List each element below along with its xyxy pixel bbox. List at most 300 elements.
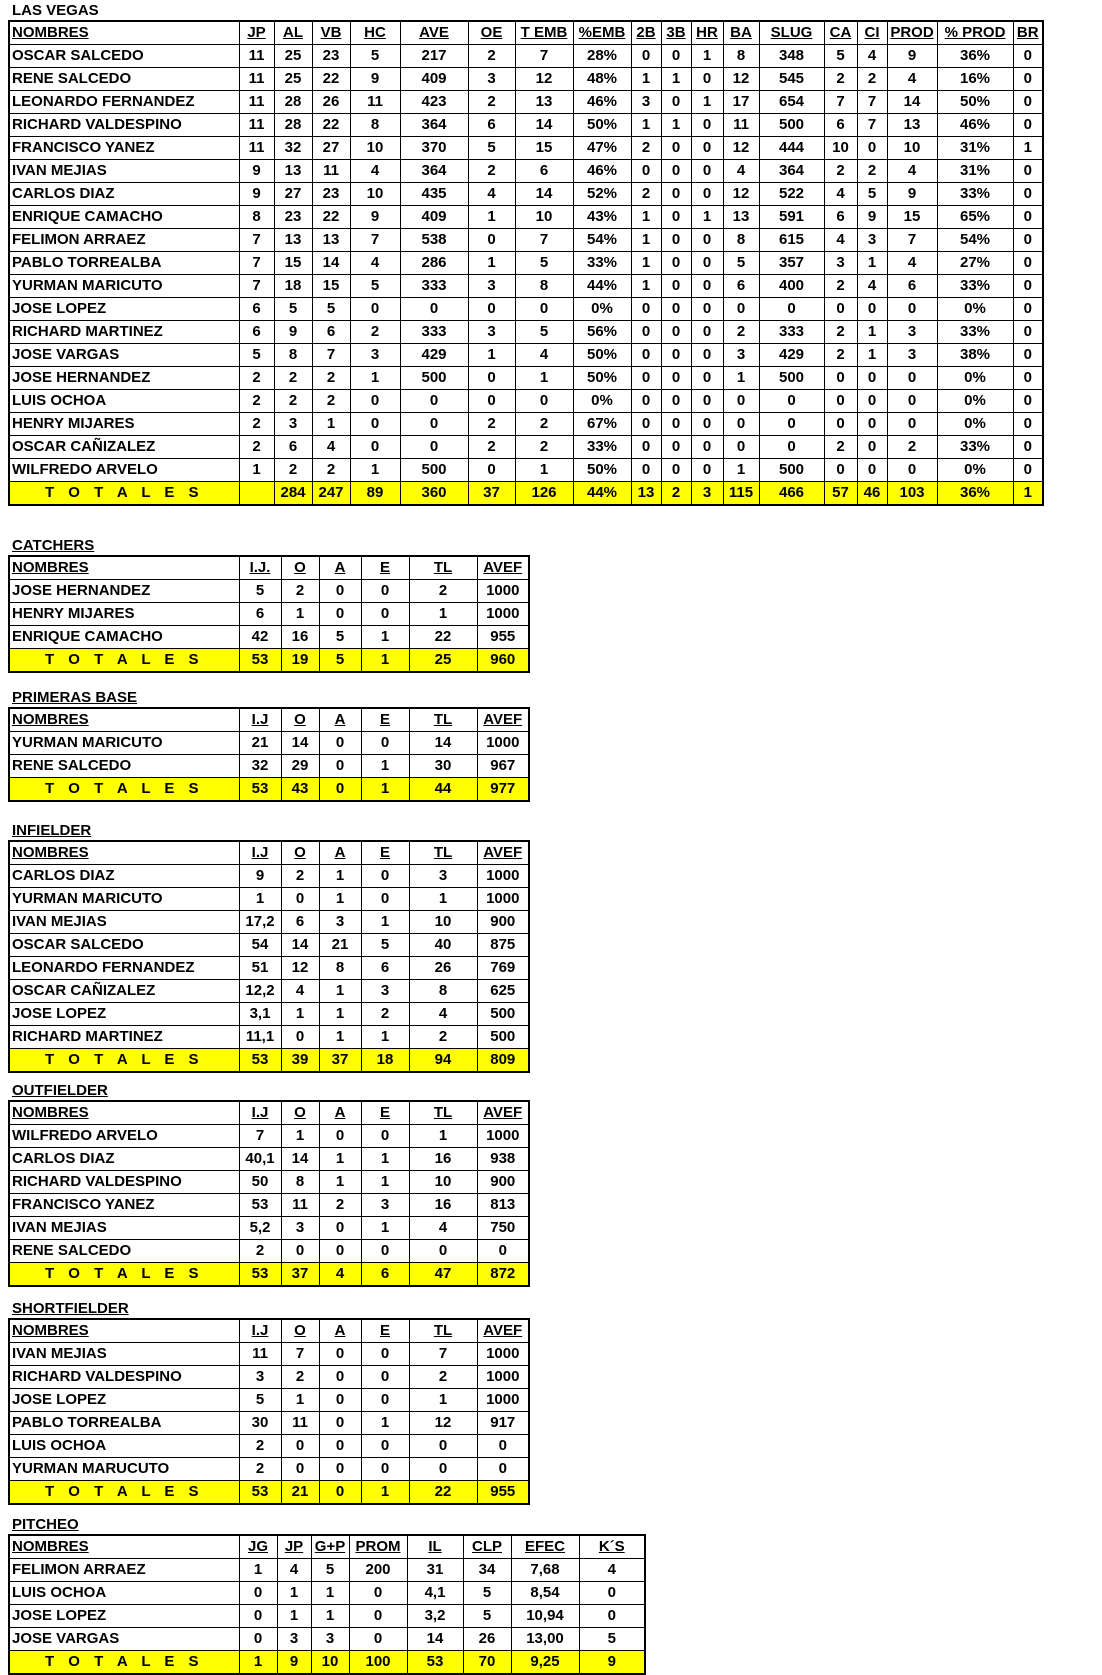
table-row — [9, 1366, 529, 1389]
name-cell: IVAN MEJIAS — [9, 1217, 239, 1240]
stat-cell: 357 — [759, 252, 824, 275]
stat-cell: 2 — [631, 183, 661, 206]
stat-cell: HC — [350, 21, 400, 45]
stat-cell: 4 — [312, 436, 350, 459]
stat-cell: 15 — [274, 252, 312, 275]
stat-cell: 2 — [661, 482, 691, 506]
stat-cell: 3 — [409, 865, 477, 888]
stat-cell: 2 — [274, 390, 312, 413]
stat-cell: 0 — [887, 390, 937, 413]
stat-cell: 0 — [691, 183, 723, 206]
stat-cell: 1 — [661, 68, 691, 91]
stat-cell: 0 — [631, 390, 661, 413]
name-cell: RICHARD VALDESPINO — [9, 114, 239, 137]
stat-cell: 0 — [661, 344, 691, 367]
stat-cell: E — [361, 1101, 409, 1125]
stat-cell: CI — [857, 21, 887, 45]
stat-cell: 2 — [312, 390, 350, 413]
stat-cell: 9,25 — [511, 1651, 579, 1675]
stat-cell: 3 — [239, 1366, 281, 1389]
stat-cell: 5 — [319, 626, 361, 649]
stat-cell: 9 — [857, 206, 887, 229]
shortfielder-table — [8, 1318, 530, 1505]
stat-cell: 0 — [361, 1435, 409, 1458]
stat-cell: 14 — [407, 1628, 463, 1651]
stat-cell: 100 — [349, 1651, 407, 1675]
stat-cell: 1 — [361, 1148, 409, 1171]
stat-cell: 0 — [887, 459, 937, 482]
name-cell: CARLOS DIAZ — [9, 1148, 239, 1171]
name-cell: T O T A L E S — [9, 778, 239, 802]
stat-cell: 11 — [239, 1343, 281, 1366]
stat-cell: 1 — [723, 367, 759, 390]
stat-cell: 46% — [573, 160, 631, 183]
catchers-table — [8, 555, 530, 673]
table-row — [9, 137, 1043, 160]
name-cell: FRANCISCO YANEZ — [9, 1194, 239, 1217]
stat-cell: 0 — [350, 436, 400, 459]
stat-cell: 18 — [274, 275, 312, 298]
stat-cell: 0% — [937, 390, 1013, 413]
stat-cell: 13 — [887, 114, 937, 137]
pitching-table — [8, 1534, 646, 1675]
stat-cell: TL — [409, 708, 477, 732]
stat-cell: 56% — [573, 321, 631, 344]
stat-cell: 0 — [361, 1343, 409, 1366]
stat-cell: 9 — [239, 160, 274, 183]
stat-cell: 28 — [274, 91, 312, 114]
name-cell: RENE SALCEDO — [9, 755, 239, 778]
stat-cell: 94 — [409, 1049, 477, 1073]
stat-cell: 0 — [409, 1458, 477, 1481]
stat-cell: 0 — [319, 1458, 361, 1481]
stat-cell: 14 — [515, 183, 573, 206]
stat-cell: BA — [723, 21, 759, 45]
stat-cell: 545 — [759, 68, 824, 91]
stat-cell: 47% — [573, 137, 631, 160]
name-cell: OSCAR CAÑIZALEZ — [9, 436, 239, 459]
table-row — [9, 1458, 529, 1481]
stat-cell: T EMB — [515, 21, 573, 45]
stat-cell: 0 — [319, 1435, 361, 1458]
stat-cell: 435 — [400, 183, 468, 206]
name-cell: CARLOS DIAZ — [9, 865, 239, 888]
name-cell: NOMBRES — [9, 841, 239, 865]
stat-cell: 5 — [350, 275, 400, 298]
stat-cell: 4 — [350, 252, 400, 275]
stat-cell: 14 — [887, 91, 937, 114]
stat-cell: 1 — [661, 114, 691, 137]
name-cell: YURMAN MARICUTO — [9, 275, 239, 298]
stat-cell: 0 — [1013, 367, 1043, 390]
stat-cell: 500 — [759, 367, 824, 390]
table-row — [9, 367, 1043, 390]
stat-cell: 50% — [573, 344, 631, 367]
stat-cell: 0% — [937, 367, 1013, 390]
stat-cell: 1 — [1013, 482, 1043, 506]
stat-cell: 11 — [281, 1194, 319, 1217]
section-catchers — [8, 537, 530, 673]
stat-cell: 31 — [407, 1559, 463, 1582]
stat-cell: AVEF — [477, 1319, 529, 1343]
stat-cell: 65% — [937, 206, 1013, 229]
stat-cell: 200 — [349, 1559, 407, 1582]
section-title: CATCHERS — [12, 537, 95, 554]
totals-row — [9, 1651, 645, 1675]
stat-cell: 1 — [468, 206, 515, 229]
stat-cell: 0 — [409, 1240, 477, 1263]
stat-cell: 46 — [857, 482, 887, 506]
stat-cell: 1 — [631, 275, 661, 298]
stat-cell: 10 — [409, 911, 477, 934]
stat-cell: 0 — [661, 229, 691, 252]
stat-cell: 28 — [274, 114, 312, 137]
name-cell: T O T A L E S — [9, 1651, 239, 1675]
stat-cell: 8 — [281, 1171, 319, 1194]
stat-cell: 6 — [468, 114, 515, 137]
stat-cell: 4 — [350, 160, 400, 183]
stat-cell: 22 — [409, 1481, 477, 1505]
stat-cell: 36% — [937, 482, 1013, 506]
stat-cell: 0 — [1013, 298, 1043, 321]
totals-row — [9, 1263, 529, 1287]
stat-cell: 1 — [468, 252, 515, 275]
stat-cell: 14 — [409, 732, 477, 755]
section-first-base — [8, 689, 530, 802]
stat-cell: 8 — [239, 206, 274, 229]
section-title: PITCHEO — [12, 1516, 79, 1533]
stat-cell: 615 — [759, 229, 824, 252]
stat-cell: E — [361, 708, 409, 732]
stat-cell: 0 — [361, 865, 409, 888]
header-row — [9, 841, 529, 865]
stat-cell: 1 — [409, 603, 477, 626]
stat-cell: 1000 — [477, 1366, 529, 1389]
name-cell: RICHARD MARTINEZ — [9, 321, 239, 344]
stat-cell: 0 — [349, 1605, 407, 1628]
stat-cell: 2 — [468, 436, 515, 459]
stat-cell: 3 — [468, 68, 515, 91]
stat-cell: 2 — [350, 321, 400, 344]
stat-cell: 2 — [239, 1435, 281, 1458]
stat-cell: 0 — [319, 1366, 361, 1389]
stat-cell: 0 — [361, 1366, 409, 1389]
stat-cell: 0 — [631, 160, 661, 183]
stat-cell: 0 — [515, 390, 573, 413]
stat-cell: 33% — [573, 252, 631, 275]
name-cell: JOSE HERNANDEZ — [9, 580, 239, 603]
stat-cell: 4 — [409, 1003, 477, 1026]
stat-cell: 2 — [824, 160, 857, 183]
stat-cell: 2 — [239, 436, 274, 459]
stat-cell: 0 — [824, 459, 857, 482]
stat-cell: 4,1 — [407, 1582, 463, 1605]
stat-cell: 0 — [1013, 206, 1043, 229]
stat-cell: 31% — [937, 137, 1013, 160]
stat-cell: AVEF — [477, 556, 529, 580]
stat-cell: 21 — [239, 732, 281, 755]
stat-cell: 4 — [887, 160, 937, 183]
stat-cell: I.J. — [239, 556, 281, 580]
name-cell: T O T A L E S — [9, 1049, 239, 1073]
stat-cell: 5 — [723, 252, 759, 275]
stat-cell: 0 — [400, 436, 468, 459]
stat-cell: 0% — [573, 390, 631, 413]
stat-cell: 5 — [463, 1605, 511, 1628]
stat-cell: 22 — [312, 206, 350, 229]
stat-cell: 900 — [477, 911, 529, 934]
stat-cell: 5 — [515, 321, 573, 344]
stat-cell: 10 — [515, 206, 573, 229]
stat-cell: 5 — [239, 1389, 281, 1412]
stat-cell: 0 — [661, 367, 691, 390]
stat-cell: 1 — [631, 114, 661, 137]
stat-cell: 5 — [515, 252, 573, 275]
stat-cell: 6 — [274, 436, 312, 459]
stat-cell: I.J — [239, 1319, 281, 1343]
stat-cell: 2 — [281, 865, 319, 888]
stat-cell: 70 — [463, 1651, 511, 1675]
stat-cell: A — [319, 1319, 361, 1343]
name-cell: JOSE VARGAS — [9, 344, 239, 367]
stat-cell: 1000 — [477, 865, 529, 888]
stat-cell: 9 — [350, 68, 400, 91]
table-row — [9, 252, 1043, 275]
stat-cell: 500 — [400, 459, 468, 482]
stat-cell: 0 — [631, 298, 661, 321]
section-outfielder — [8, 1082, 530, 1287]
stat-cell: O — [281, 556, 319, 580]
stat-cell: 370 — [400, 137, 468, 160]
header-row — [9, 1319, 529, 1343]
stat-cell: 0 — [477, 1240, 529, 1263]
stat-cell: 15 — [312, 275, 350, 298]
stat-cell: 0 — [281, 1240, 319, 1263]
table-row — [9, 1148, 529, 1171]
stat-cell: 625 — [477, 980, 529, 1003]
stat-cell: 3 — [350, 344, 400, 367]
stat-cell: 3 — [281, 1217, 319, 1240]
header-row — [9, 708, 529, 732]
stat-cell: 5 — [463, 1582, 511, 1605]
name-cell: YURMAN MARICUTO — [9, 888, 239, 911]
stat-cell: 4 — [857, 275, 887, 298]
stat-cell: 0 — [361, 580, 409, 603]
stat-cell: 2 — [857, 68, 887, 91]
stat-cell: 7 — [350, 229, 400, 252]
stat-cell: 400 — [759, 275, 824, 298]
stat-cell: G+P — [311, 1535, 349, 1559]
stat-cell: 0 — [661, 206, 691, 229]
section-title: PRIMERAS BASE — [12, 689, 138, 706]
stat-cell: 48% — [573, 68, 631, 91]
table-row — [9, 275, 1043, 298]
stat-cell: 33% — [937, 183, 1013, 206]
stat-cell: 0 — [579, 1582, 645, 1605]
stat-cell: 0% — [573, 298, 631, 321]
stat-cell: 0 — [468, 459, 515, 482]
stat-cell: BR — [1013, 21, 1043, 45]
stat-cell: 0 — [661, 436, 691, 459]
stat-cell: 0 — [361, 1458, 409, 1481]
stat-cell: 5 — [311, 1559, 349, 1582]
stat-cell: 8 — [409, 980, 477, 1003]
stat-cell: 0 — [239, 1582, 277, 1605]
name-cell: T O T A L E S — [9, 482, 239, 506]
stat-cell: 960 — [477, 649, 529, 673]
stat-cell: 57 — [824, 482, 857, 506]
stat-cell: I.J — [239, 841, 281, 865]
stat-cell: 10 — [350, 183, 400, 206]
section-title: OUTFIELDER — [12, 1082, 108, 1099]
stat-cell: 11 — [281, 1412, 319, 1435]
stat-cell: 5 — [824, 45, 857, 68]
stat-cell: 0 — [691, 252, 723, 275]
stat-cell: 0 — [1013, 183, 1043, 206]
stat-cell: 5 — [239, 580, 281, 603]
stat-cell: JP — [239, 21, 274, 45]
stat-cell — [239, 482, 274, 506]
stat-cell: 429 — [400, 344, 468, 367]
table-row — [9, 911, 529, 934]
stat-cell: 3 — [857, 229, 887, 252]
stat-cell: 6 — [361, 1263, 409, 1287]
stat-cell: SLUG — [759, 21, 824, 45]
stat-cell: 1000 — [477, 1125, 529, 1148]
stat-cell: 29 — [281, 755, 319, 778]
stat-cell: 0 — [361, 732, 409, 755]
stat-cell: 5 — [579, 1628, 645, 1651]
name-cell: PABLO TORREALBA — [9, 1412, 239, 1435]
stat-cell: 16 — [409, 1148, 477, 1171]
stat-cell: 11 — [723, 114, 759, 137]
name-cell: ENRIQUE CAMACHO — [9, 206, 239, 229]
stat-cell: 967 — [477, 755, 529, 778]
stat-cell: 0 — [661, 321, 691, 344]
stat-cell: 6 — [239, 603, 281, 626]
stat-cell: 1 — [319, 1026, 361, 1049]
stat-cell: 0 — [579, 1605, 645, 1628]
header-row — [9, 21, 1043, 45]
stat-cell: 444 — [759, 137, 824, 160]
stat-cell: 8 — [350, 114, 400, 137]
stat-cell: 0 — [631, 413, 661, 436]
table-row — [9, 1412, 529, 1435]
stat-cell: 2 — [239, 1240, 281, 1263]
stat-cell: 1 — [1013, 137, 1043, 160]
stat-cell: 4 — [887, 252, 937, 275]
stat-cell: 14 — [281, 1148, 319, 1171]
table-row — [9, 1194, 529, 1217]
stat-cell: 4 — [723, 160, 759, 183]
stat-cell: 0 — [631, 436, 661, 459]
stat-cell: 40,1 — [239, 1148, 281, 1171]
table-row — [9, 980, 529, 1003]
stat-cell: 4 — [409, 1217, 477, 1240]
stat-cell: 3 — [468, 321, 515, 344]
stat-cell: 33% — [937, 275, 1013, 298]
stat-cell: 43% — [573, 206, 631, 229]
stat-cell: 0 — [691, 114, 723, 137]
stat-cell: 0 — [1013, 91, 1043, 114]
stat-cell: TL — [409, 556, 477, 580]
table-row — [9, 1125, 529, 1148]
stat-cell: 2 — [824, 275, 857, 298]
stat-cell: 0% — [937, 413, 1013, 436]
stat-cell: 6 — [887, 275, 937, 298]
table-row — [9, 1435, 529, 1458]
stat-cell: 0 — [1013, 68, 1043, 91]
stat-cell: 0 — [400, 390, 468, 413]
stat-cell: 23 — [312, 183, 350, 206]
table-row — [9, 957, 529, 980]
stat-cell: 466 — [759, 482, 824, 506]
stat-cell: 977 — [477, 778, 529, 802]
stat-cell: 4 — [515, 344, 573, 367]
stat-cell: 50% — [573, 459, 631, 482]
stat-cell: 11,1 — [239, 1026, 281, 1049]
name-cell: WILFREDO ARVELO — [9, 459, 239, 482]
stat-cell: 50 — [239, 1171, 281, 1194]
totals-row — [9, 778, 529, 802]
stat-cell: K´S — [579, 1535, 645, 1559]
stat-cell: 50% — [937, 91, 1013, 114]
stat-cell: 2 — [281, 1366, 319, 1389]
stat-cell: 0 — [515, 298, 573, 321]
stat-cell: 1 — [361, 911, 409, 934]
stat-cell: 23 — [274, 206, 312, 229]
stat-cell: 50% — [573, 114, 631, 137]
stat-cell: 0 — [759, 413, 824, 436]
name-cell: NOMBRES — [9, 1101, 239, 1125]
stat-cell: 44% — [573, 482, 631, 506]
stat-cell: 1 — [312, 413, 350, 436]
name-cell: OSCAR SALCEDO — [9, 934, 239, 957]
stat-cell: EFEC — [511, 1535, 579, 1559]
stat-cell: A — [319, 1101, 361, 1125]
stat-cell: 23 — [312, 45, 350, 68]
stat-cell: 37 — [281, 1263, 319, 1287]
stat-cell: CA — [824, 21, 857, 45]
stat-cell: 7 — [239, 275, 274, 298]
stat-cell: 42 — [239, 626, 281, 649]
stat-cell: 2 — [239, 367, 274, 390]
stat-cell: 1 — [239, 459, 274, 482]
stat-cell: 33% — [937, 436, 1013, 459]
section-shortfielder — [8, 1300, 530, 1505]
stat-cell: 3B — [661, 21, 691, 45]
name-cell: OSCAR SALCEDO — [9, 45, 239, 68]
name-cell: HENRY MIJARES — [9, 413, 239, 436]
stat-cell: 0 — [350, 413, 400, 436]
stat-cell: 31% — [937, 160, 1013, 183]
stat-cell: 13 — [274, 229, 312, 252]
name-cell: OSCAR CAÑIZALEZ — [9, 980, 239, 1003]
stat-cell: 115 — [723, 482, 759, 506]
stat-cell: 3 — [311, 1628, 349, 1651]
name-cell: RICHARD MARTINEZ — [9, 1026, 239, 1049]
stat-cell: 500 — [477, 1003, 529, 1026]
name-cell: FELIMON ARRAEZ — [9, 229, 239, 252]
stat-cell: 10 — [887, 137, 937, 160]
table-row — [9, 755, 529, 778]
stat-cell: 872 — [477, 1263, 529, 1287]
table-row — [9, 91, 1043, 114]
stat-cell: 16 — [281, 626, 319, 649]
stat-cell: A — [319, 708, 361, 732]
stat-cell: 3 — [274, 413, 312, 436]
stat-cell: 12 — [281, 957, 319, 980]
